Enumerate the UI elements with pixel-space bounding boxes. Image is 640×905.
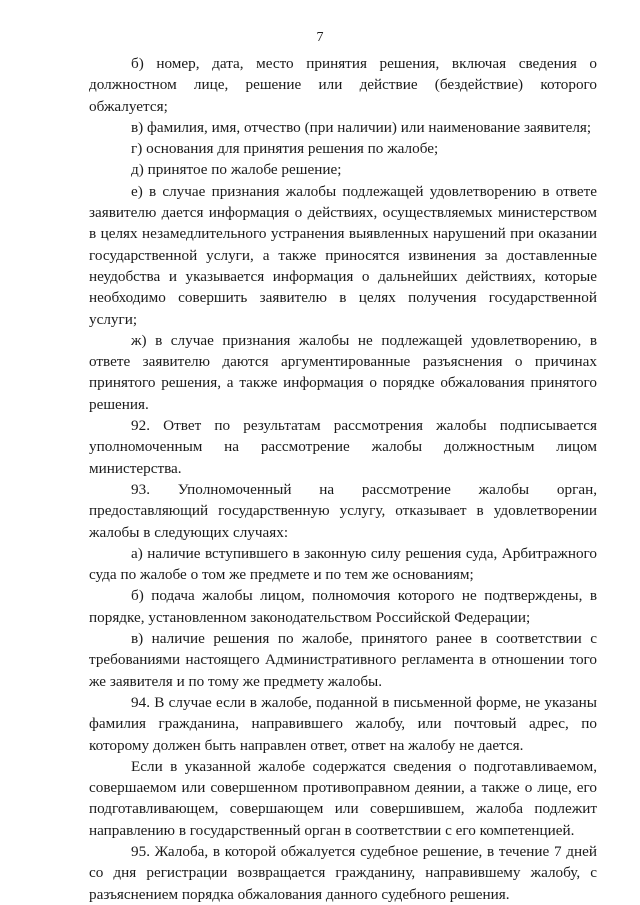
paragraph-95: 95. Жалоба, в которой обжалуется судебное решение, в течение 7 дней со дня регистрации возвращается гражданину, направившему жалобу, с разъяснением порядка обжалования данного судебного решения. bbox=[89, 842, 597, 903]
paragraph-clause-v: в) фамилия, имя, отчество (при наличии) или наименование заявителя; bbox=[131, 118, 592, 136]
paragraph-clause-b: б) номер, дата, место принятия решения, включая сведения о должностном лице, решение или действие (бездействие) которого обжалуется; bbox=[89, 55, 597, 115]
paragraph-92: 92. Ответ по результатам рассмотрения жалобы подписывается уполномоченным на рассмотрение жалобы должностным лицом министерства. bbox=[89, 417, 597, 477]
paragraph-clause-zh: ж) в случае признания жалобы не подлежащей удовлетворению, в ответе заявителю даются аргументированные разъяснения о причинах принятого решения, а также информация о порядке обжалования принятого решения. bbox=[89, 331, 597, 413]
paragraph-93-clause-a: а) наличие вступившего в законную силу решения суда, Арбитражного суда по жалобе о том же предмете и по тем же основаниям; bbox=[89, 544, 597, 584]
paragraph-93-clause-b: б) подача жалобы лицом, полномочия которого не подтверждены, в порядке, установленном законодательством Российской Федерации; bbox=[89, 587, 597, 626]
paragraph-93-clause-v: в) наличие решения по жалобе, принятого ранее в соответствии с требованиями настоящего Административного регламента в отношении того же заявителя и по тому же предмету жалобы. bbox=[89, 630, 597, 690]
paragraph-94: 94. В случае если в жалобе, поданной в письменной форме, не указаны фамилия гражданина, направившего жалобу, или почтовый адрес, по которому должен быть направлен ответ, ответ на жалобу не дается. bbox=[89, 693, 597, 754]
page-number: 7 bbox=[316, 30, 324, 45]
document-body bbox=[89, 53, 597, 905]
paragraph-clause-e: е) в случае признания жалобы подлежащей удовлетворению в ответе заявителю дается информация о действиях, осуществляемых министерством в целях незамедлительного устранения выявленных нарушений при оказании государственной услуги, а также приносятся извинения за доставленные неудобства и указывается информация о дальнейших действиях, которые необходимо совершить заявителю в целях получения государственной услуги; bbox=[89, 182, 597, 328]
paragraph-clause-d: д) принятое по жалобе решение; bbox=[131, 161, 342, 179]
paragraph-93: 93. Уполномоченный на рассмотрение жалобы орган, предоставляющий государственную услугу, отказывает в удовлетворении жалобы в следующих случаях: bbox=[89, 480, 597, 541]
paragraph-clause-g: г) основания для принятия решения по жалобе; bbox=[131, 140, 439, 158]
paragraph-94-continued: Если в указанной жалобе содержатся сведения о подготавливаемом, совершаемом или совершенном противоправном деянии, а также о лице, его подготавливающем, совершающем или совершившем, жалоба подлежит направлению в государственный орган в соответствии с его компетенцией. bbox=[89, 757, 597, 839]
